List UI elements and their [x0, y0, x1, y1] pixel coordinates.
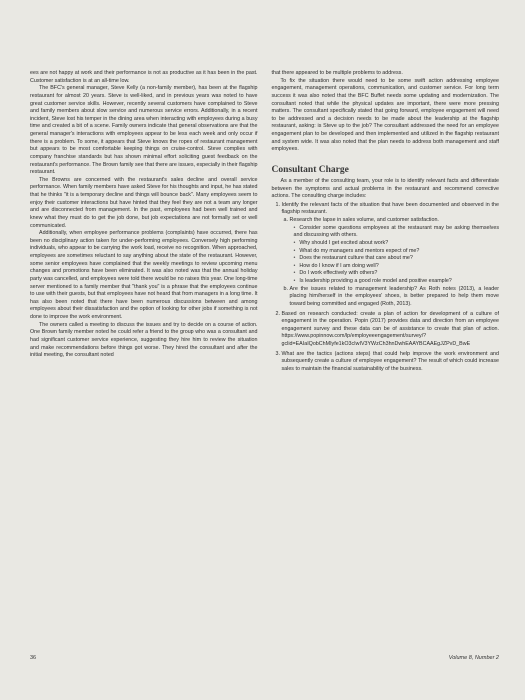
right-column: [272, 70, 500, 376]
left-column: [30, 70, 258, 376]
list-item: • What do my managers and mentors expect of me?: [294, 248, 500, 256]
paragraph: The BFC's general manager, Steve Kelly (a non-family member), has been at the flagship restaurant for almost 20 years. Steve is well-liked, and in previous years was noted to have great customer service skills. However, recently several customers have complained to Steve and family members about slow service and numerous service errors. Additionally, in a recent incident, Steve lost his temper in the dining area when interacting with employees during a busy time and created a bit of a scene. Family owners indicate that general observations are that the general manager's interactions with employees appear to be less each week and only occur if there is a problem. To some, it appears that Steve knows the ropes of restaurant management but appears to be most comfortable keeping things on cruise-control. Steve complies with company franchise standards but has shown minimal effort soliciting guest feedback on the restaurant's performance. The Brown family see that there are issues, especially in their flagship restaurant.: [30, 85, 258, 176]
list-item: b. Are the issues related to management leadership? As Roth notes (2013), a leader placing him/herself in the employees' shoes, is better prepared to help them move toward being committed and engaged (Roth, 2013).: [290, 286, 500, 309]
list-item: [282, 202, 500, 309]
list-item: • Consider some questions employees at the restaurant may be asking themselves and discussing with others.: [294, 225, 500, 240]
list-item: • Do I work effectively with others?: [294, 270, 500, 278]
list-item: • Is leadership providing a good role model and positive example?: [294, 278, 500, 286]
sub-task-text: Research the lapse in sales volume, and customer satisfaction.: [289, 217, 439, 223]
section-heading: Consultant Charge: [271, 164, 349, 175]
sub-list: [282, 217, 500, 309]
paragraph: Additionally, when employee performance problems (complaints) have occurred, there has been no disciplinary action taken for under-performing employees. Conversely high performing individuals, who appear to be carrying the work load, receive no recognition. When approached, employees are sometimes reluctant to say anything about the state of the restaurant. However, some senior employees have complained that the weekly meetings to review upcoming menu changes and promotions have been eliminated. It was also noted was that the annual holiday party was cancelled, and employees were told there would be no raises this year. One long-time server mentioned to a family member that "thank you" is a phrase that the employees continue to use with their guests, but that employees have not heard that from managers in a long time. It has also been noted that there have been numerous discussions between and among employees about their dissatisfaction and the option of looking for other jobs if something is not done to improve the work environment.: [30, 230, 258, 320]
page-footer: [30, 655, 499, 661]
paragraph: As a member of the consulting team, your role is to identify relevant facts and differentiate between the symptoms and actual problems in the restaurant and recommend corrective actions. The consulting charge includes:: [271, 177, 499, 200]
list-item: • Why should I get excited about work?: [294, 240, 500, 248]
paragraph: The Browns are concerned with the restaurant's sales decline and overall service performance. When family members have asked Steve for his thoughts and input, he has stated that he thinks "it is a temporary decline and things will bounce back". Many employees seem to enjoy their customer interactions but have hinted that they feel they are not a team any longer and are disconnected from management. In the past, employees had been well trained and knew what they must do to get the job done, but job expectations are not formally set or well communicated.: [30, 176, 258, 229]
list-item: 2. Based on research conducted: create a plan of action for development of a culture of engagement in the operation. Popin (2017) provides data and direction from an employee engagement survey and these data can be of assistance to create that plan of action. https://www.popinnow.com/lp/employeeengagement/survey/?gclid=EAIaIQobChMIyfe1kO3cIwIV3YWzCh3hnDwhEAAYBCAAEgJZPvD_BwE: [282, 311, 500, 349]
page-number: 36: [30, 655, 37, 661]
task-text: Identify the relevant facts of the situation that have been documented and observed in the flagship restaurant.: [281, 201, 499, 216]
list-item: • How do I know if I am doing well?: [294, 263, 500, 271]
question-list: [290, 225, 500, 286]
paragraph: To fix the situation there would need to be some swift action addressing employee engagement, management operations, communication, and customer service. For long term success it was also noted that the BFC Buffet needs some updating and modernization. The consultant noted that while the physical updates are important, there were more pressing matters. The consultant specifically stated that going forward, employee engagement will need to be addressed and a decision needs to be made about the leadership at the flagship restaurant, asking: is Steve up to the job? The consultant addressed the need for an employee engagement plan to be developed and then implemented and utilized in the flagship restaurant and system wide. It was also noted that the plan needs to address both management and staff employees.: [271, 77, 499, 153]
list-item: [290, 217, 500, 286]
paragraph: that there appeared to be multiple problems to address.: [271, 70, 403, 76]
two-column-body: [30, 70, 499, 376]
list-item: • Does the restaurant culture that care about me?: [294, 255, 500, 263]
list-item: 3. What are the tactics (actions steps) that could help improve the work environment and subsequently create a culture of employee engagement? The result of which could increase sales to maintain the financial sustainability of the business.: [282, 351, 500, 374]
volume-label: Volume 8, Number 2: [448, 655, 499, 661]
paragraph: ees are not happy at work and their performance is not as productive as it has been in the past. Customer satisfaction is at an all-time low.: [30, 70, 258, 84]
paragraph: The owners called a meeting to discuss the issues and try to decide on a course of action. One Brown family member noted he could refer a friend to the group who was a consultant and had significant customer service experience, suggesting they hire him to review the situation and make recommendations before things got worse. They hired the consultant and after the initial meeting, the consultant noted: [30, 321, 258, 359]
task-list: [272, 202, 500, 374]
